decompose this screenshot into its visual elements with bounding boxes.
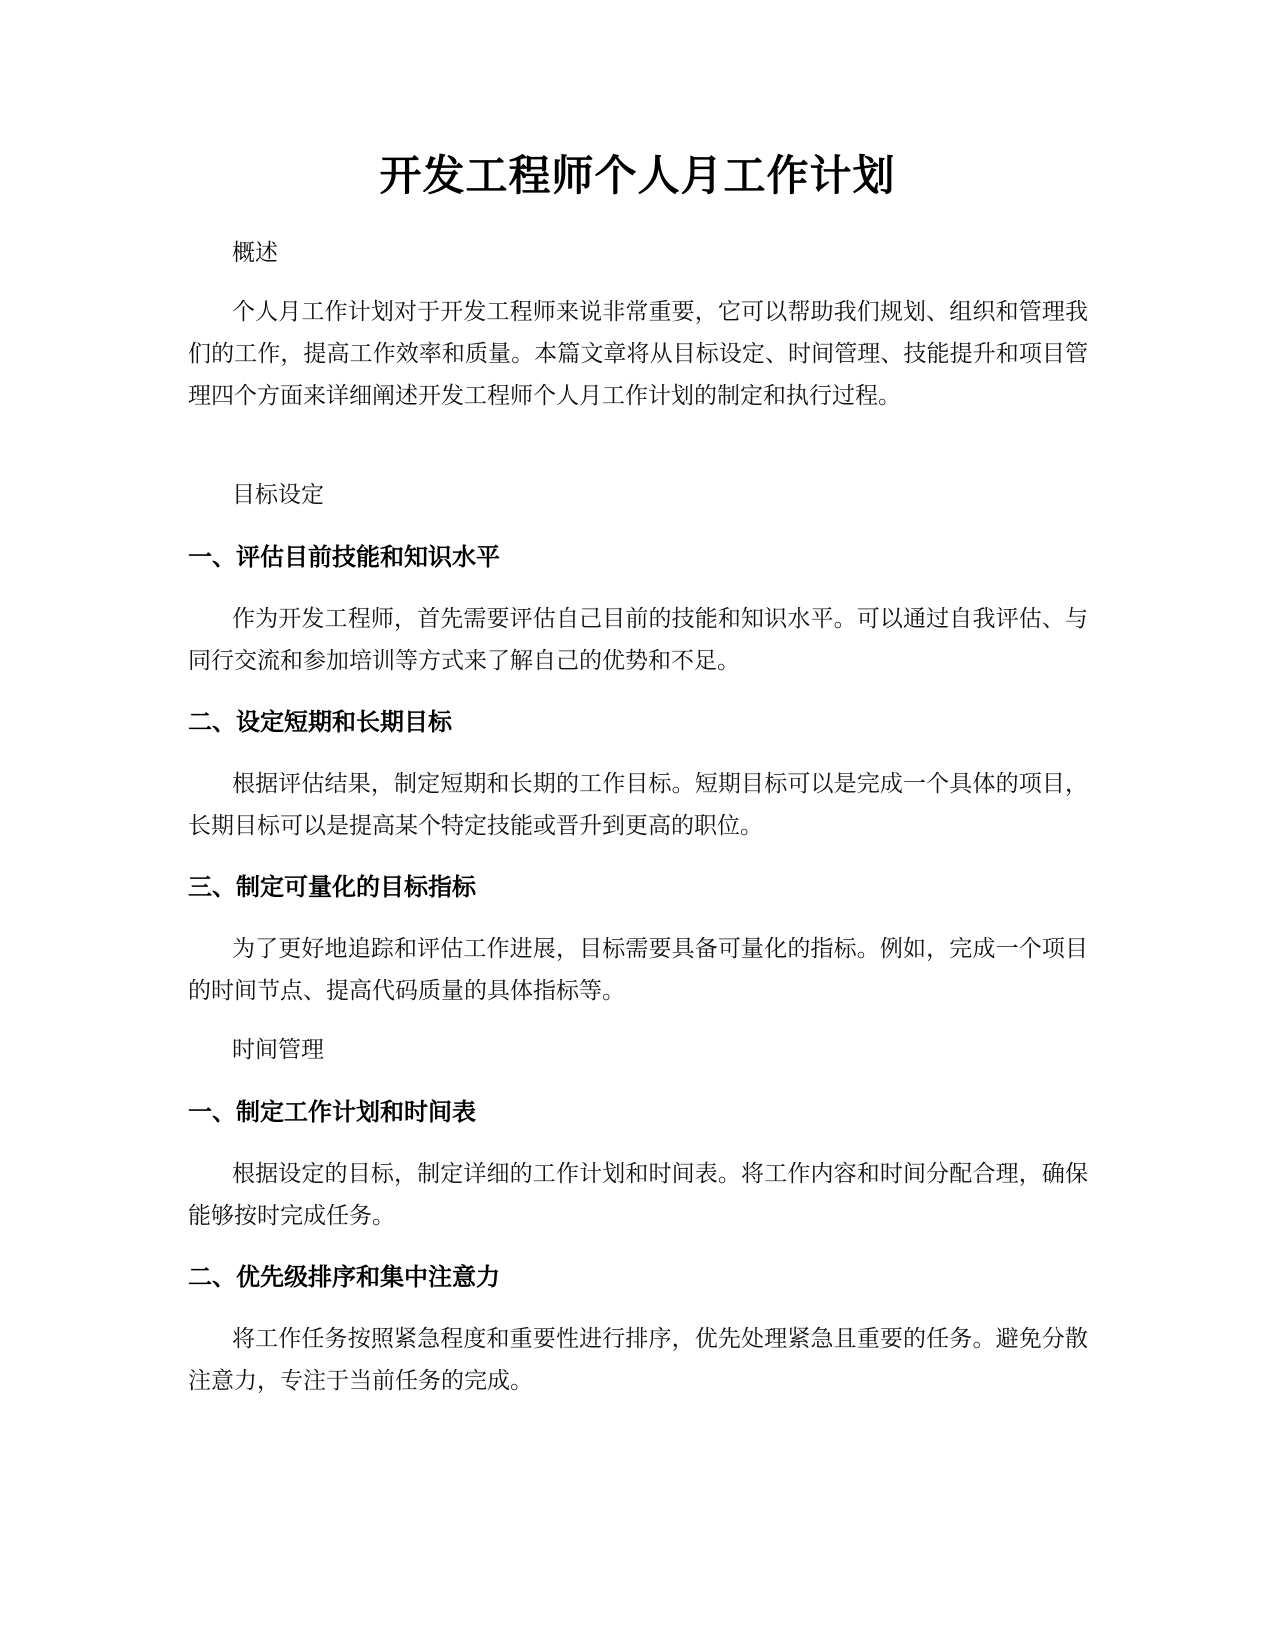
section-label-overview: 概述 bbox=[232, 240, 278, 266]
document-title: 开发工程师个人月工作计划 bbox=[379, 151, 896, 200]
goal-heading-1: 一、评估目前技能和知识水平 bbox=[188, 543, 500, 571]
goal-paragraph-3: 为了更好地追踪和评估工作进展，目标需要具备可量化的指标。例如，完成一个项目的时间节点、提高代码质量的具体指标等。 bbox=[188, 936, 1088, 1004]
time-paragraph-1: 根据设定的目标，制定详细的工作计划和时间表。将工作内容和时间分配合理，确保能够按时完成任务。 bbox=[188, 1161, 1088, 1229]
goal-paragraph-2: 根据评估结果，制定短期和长期的工作目标。短期目标可以是完成一个具体的项目，长期目标可以是提高某个特定技能或晋升到更高的职位。 bbox=[188, 771, 1088, 839]
section-label-goal-setting: 目标设定 bbox=[232, 482, 324, 508]
overview-paragraph: 个人月工作计划对于开发工程师来说非常重要，它可以帮助我们规划、组织和管理我们的工作，提高工作效率和质量。本篇文章将从目标设定、时间管理、技能提升和项目管理四个方面来详细阐述开发工程师个人月工作计划的制定和执行过程。 bbox=[188, 299, 1088, 409]
section-label-time-management: 时间管理 bbox=[232, 1037, 324, 1063]
time-heading-2: 二、优先级排序和集中注意力 bbox=[188, 1263, 500, 1291]
goal-heading-2: 二、设定短期和长期目标 bbox=[188, 708, 452, 736]
time-paragraph-2: 将工作任务按照紧急程度和重要性进行排序，优先处理紧急且重要的任务。避免分散注意力，专注于当前任务的完成。 bbox=[188, 1326, 1088, 1394]
goal-heading-3: 三、制定可量化的目标指标 bbox=[188, 873, 476, 901]
goal-paragraph-1: 作为开发工程师，首先需要评估自己目前的技能和知识水平。可以通过自我评估、与同行交流和参加培训等方式来了解自己的优势和不足。 bbox=[188, 606, 1088, 674]
time-heading-1: 一、制定工作计划和时间表 bbox=[188, 1098, 476, 1126]
